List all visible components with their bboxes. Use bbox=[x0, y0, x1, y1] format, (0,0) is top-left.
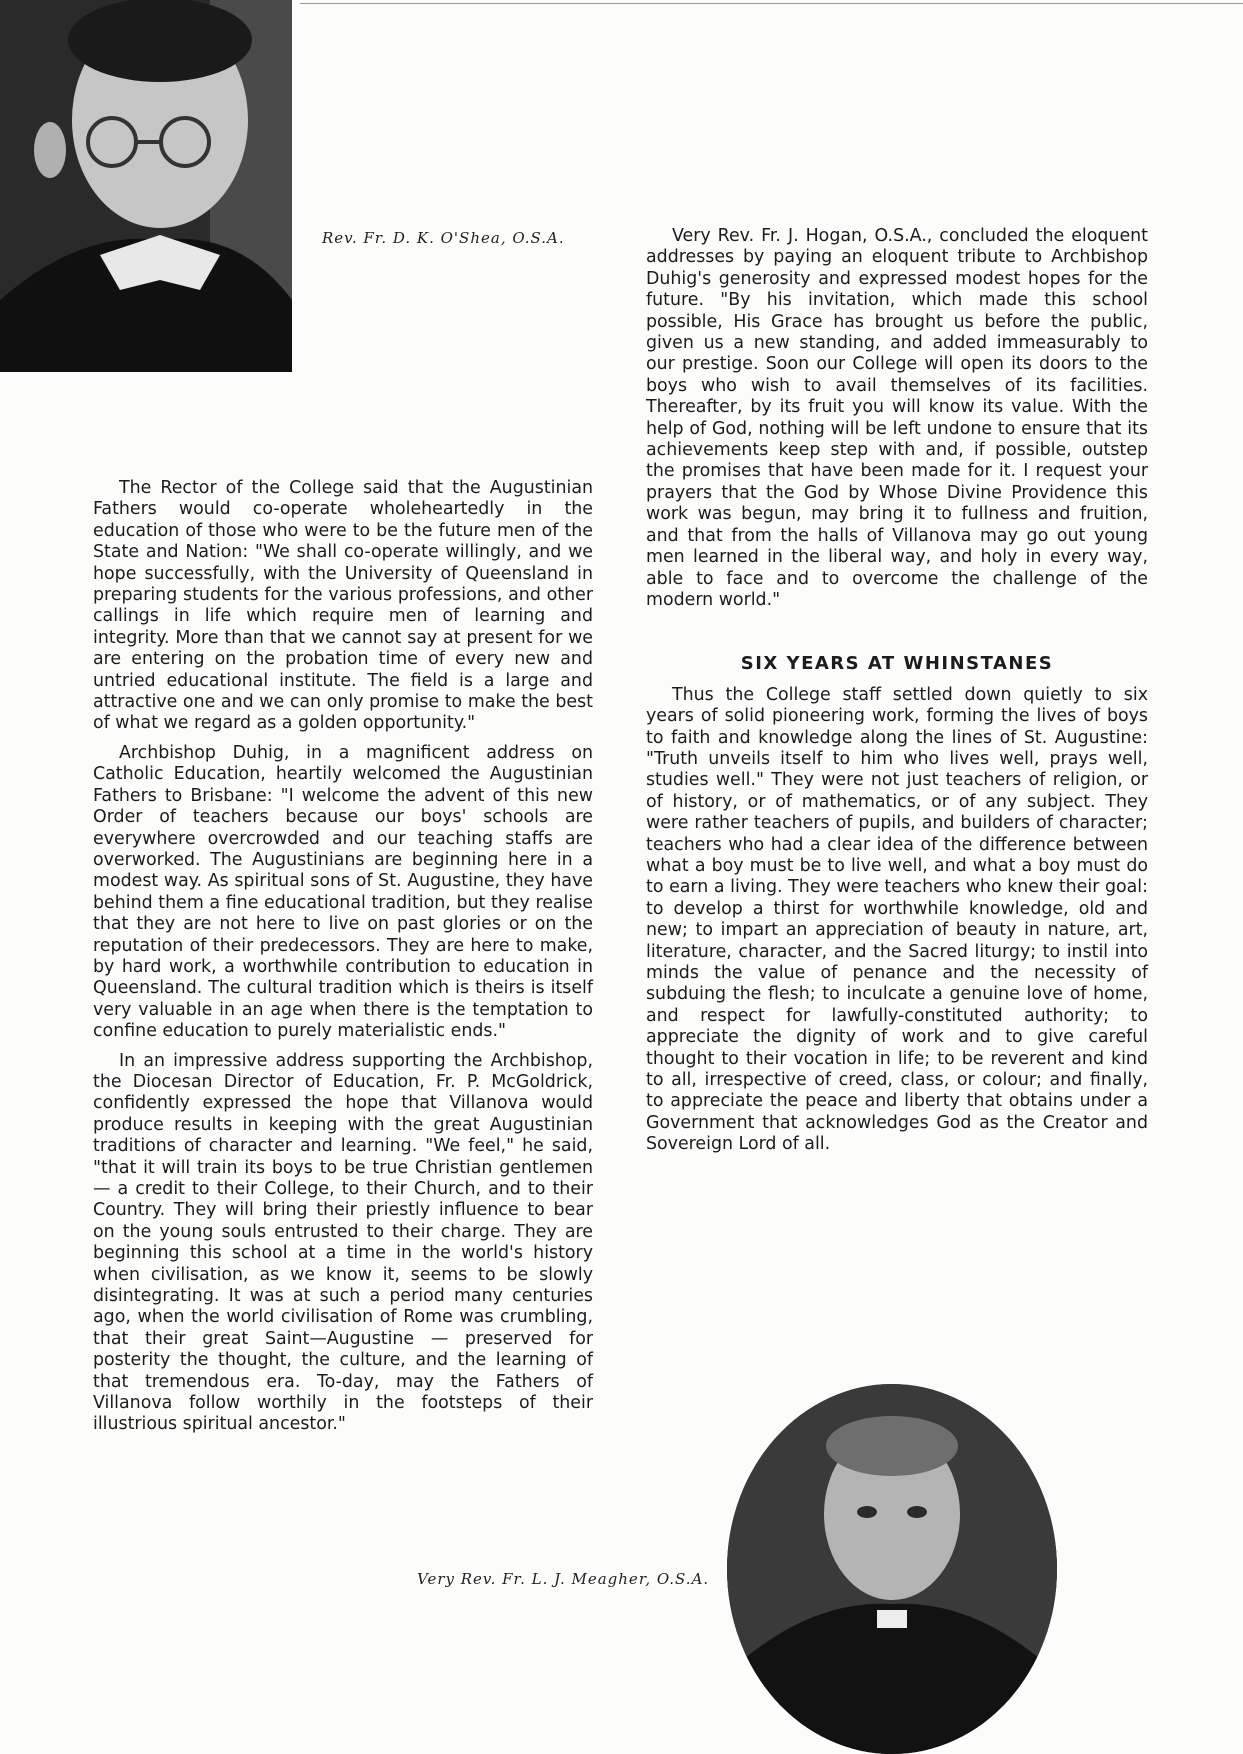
left-column bbox=[93, 478, 593, 1444]
paragraph-hogan: Very Rev. Fr. J. Hogan, O.S.A., concluded the eloquent addresses by paying an eloquent tribute to Archbishop Duhig's generosity and expressed modest hopes for the future. "By his invitation, which made this school possible, His Grace has brought us before the public, given us a new standing, and added immeasurably to our prestige. Soon our College will open its doors to the boys who wish to avail themselves of its facilities. Thereafter, by its fruit you will know its value. With the help of God, nothing will be left undone to ensure that its achievements keep step with and, if possible, outstep the promises that have been made for it. I request your prayers that the God by Whose Divine Providence this work was begun, may bring it to fullness and fruition, and that from the halls of Villanova may go out young men learned in the liberal way, and holy in every way, able to face and to overcome the challenge of the modern world." bbox=[646, 226, 1148, 610]
paragraph-director: In an impressive address supporting the Archbishop, the Diocesan Director of Education, Fr. P. McGoldrick, confidently expressed the hope that Villanova would produce results in keeping with the great Augustinian traditions of character and learning. "We feel," he said, "that it will train its boys to be true Christian gentlemen — a credit to their College, to their Church, and to their Country. They will bring their priestly influence to bear on the young souls entrusted to their charge. They are beginning this school at a time in the world's history when civilisation, as we know it, seems to be slowly disintegrating. It was at such a period many centuries ago, when the world civilisation of Rome was crumbling, that their great Saint—Augustine — preserved for posterity the thought, the culture, and the learning of that tremendous era. To-day, may the Fathers of Villanova follow worthily in the footsteps of their illustrious spiritual ancestor." bbox=[93, 1050, 593, 1435]
paragraph-rector: The Rector of the College said that the Augustinian Fathers would co-operate wholeheartedly in the education of those who were to be the future men of the State and Nation: "We shall co-operate willingly, and we hope successfully, with the University of Queensland in preparing students for the various professions, and other callings in life which require men of learning and integrity. More than that we cannot say at present for we are entering on the probation time of every new and untried educational institute. The field is a large and attractive one and we can only promise to make the best of what we regard as a golden opportunity." bbox=[93, 478, 593, 734]
photo-caption-bottom: Very Rev. Fr. L. J. Meagher, O.S.A. bbox=[417, 1570, 710, 1588]
top-rule bbox=[300, 3, 1243, 4]
photo-caption-top: Rev. Fr. D. K. O'Shea, O.S.A. bbox=[322, 229, 565, 247]
paragraph-archbishop: Archbishop Duhig, in a magnificent address on Catholic Education, heartily welcomed the Augustinian Fathers to Brisbane: "I welcome the advent of this new Order of teachers because our boys' schools are everywhere overcrowded and our teaching staffs are overworked. The Augustinians are beginning here in a modest way. As spiritual sons of St. Augustine, they have behind them a fine educational tradition, but they realise that they are not here to live on past glories or on the reputation of their predecessors. They are here to make, by hard work, a worthwhile contribution to education in Queensland. The cultural tradition which is theirs is itself very valuable in an age when there is the temptation to confine education to purely materialistic ends." bbox=[93, 742, 593, 1042]
right-column bbox=[646, 226, 1148, 1164]
paragraph-six-years: Thus the College staff settled down quietly to six years of solid pioneering work, forming the lives of boys to faith and knowledge along the lines of St. Augustine: "Truth unveils itself to him who lives well, prays well, studies well." They were not just teachers of religion, or of history, or of mathematics, or of any subject. They were rather teachers of pupils, and builders of character; teachers who had a clear idea of the difference between what a boy must be to live well, and what a boy must do to earn a living. They were teachers who knew their goal: to develop a thirst for worthwhile knowledge, old and new; to impart an appreciation of beauty in nature, art, literature, character, and the Sacred liturgy; to instil into minds the value of penance and the necessity of subduing the flesh; to inculcate a genuine love of home, and respect for lawfully-constituted authority; to appreciate the dignity of work and to give careful thought to their vocation in life; to be reverent and kind to all, irrespective of creed, class, or colour; and finally, to appreciate the peace and liberty that obtains under a Government that acknowledges God as the Creator and Sovereign Lord of all. bbox=[646, 684, 1148, 1155]
portrait-photo-oshea bbox=[0, 0, 292, 372]
section-heading: SIX YEARS AT WHINSTANES bbox=[740, 653, 1054, 675]
portrait-photo-meagher bbox=[727, 1384, 1057, 1754]
